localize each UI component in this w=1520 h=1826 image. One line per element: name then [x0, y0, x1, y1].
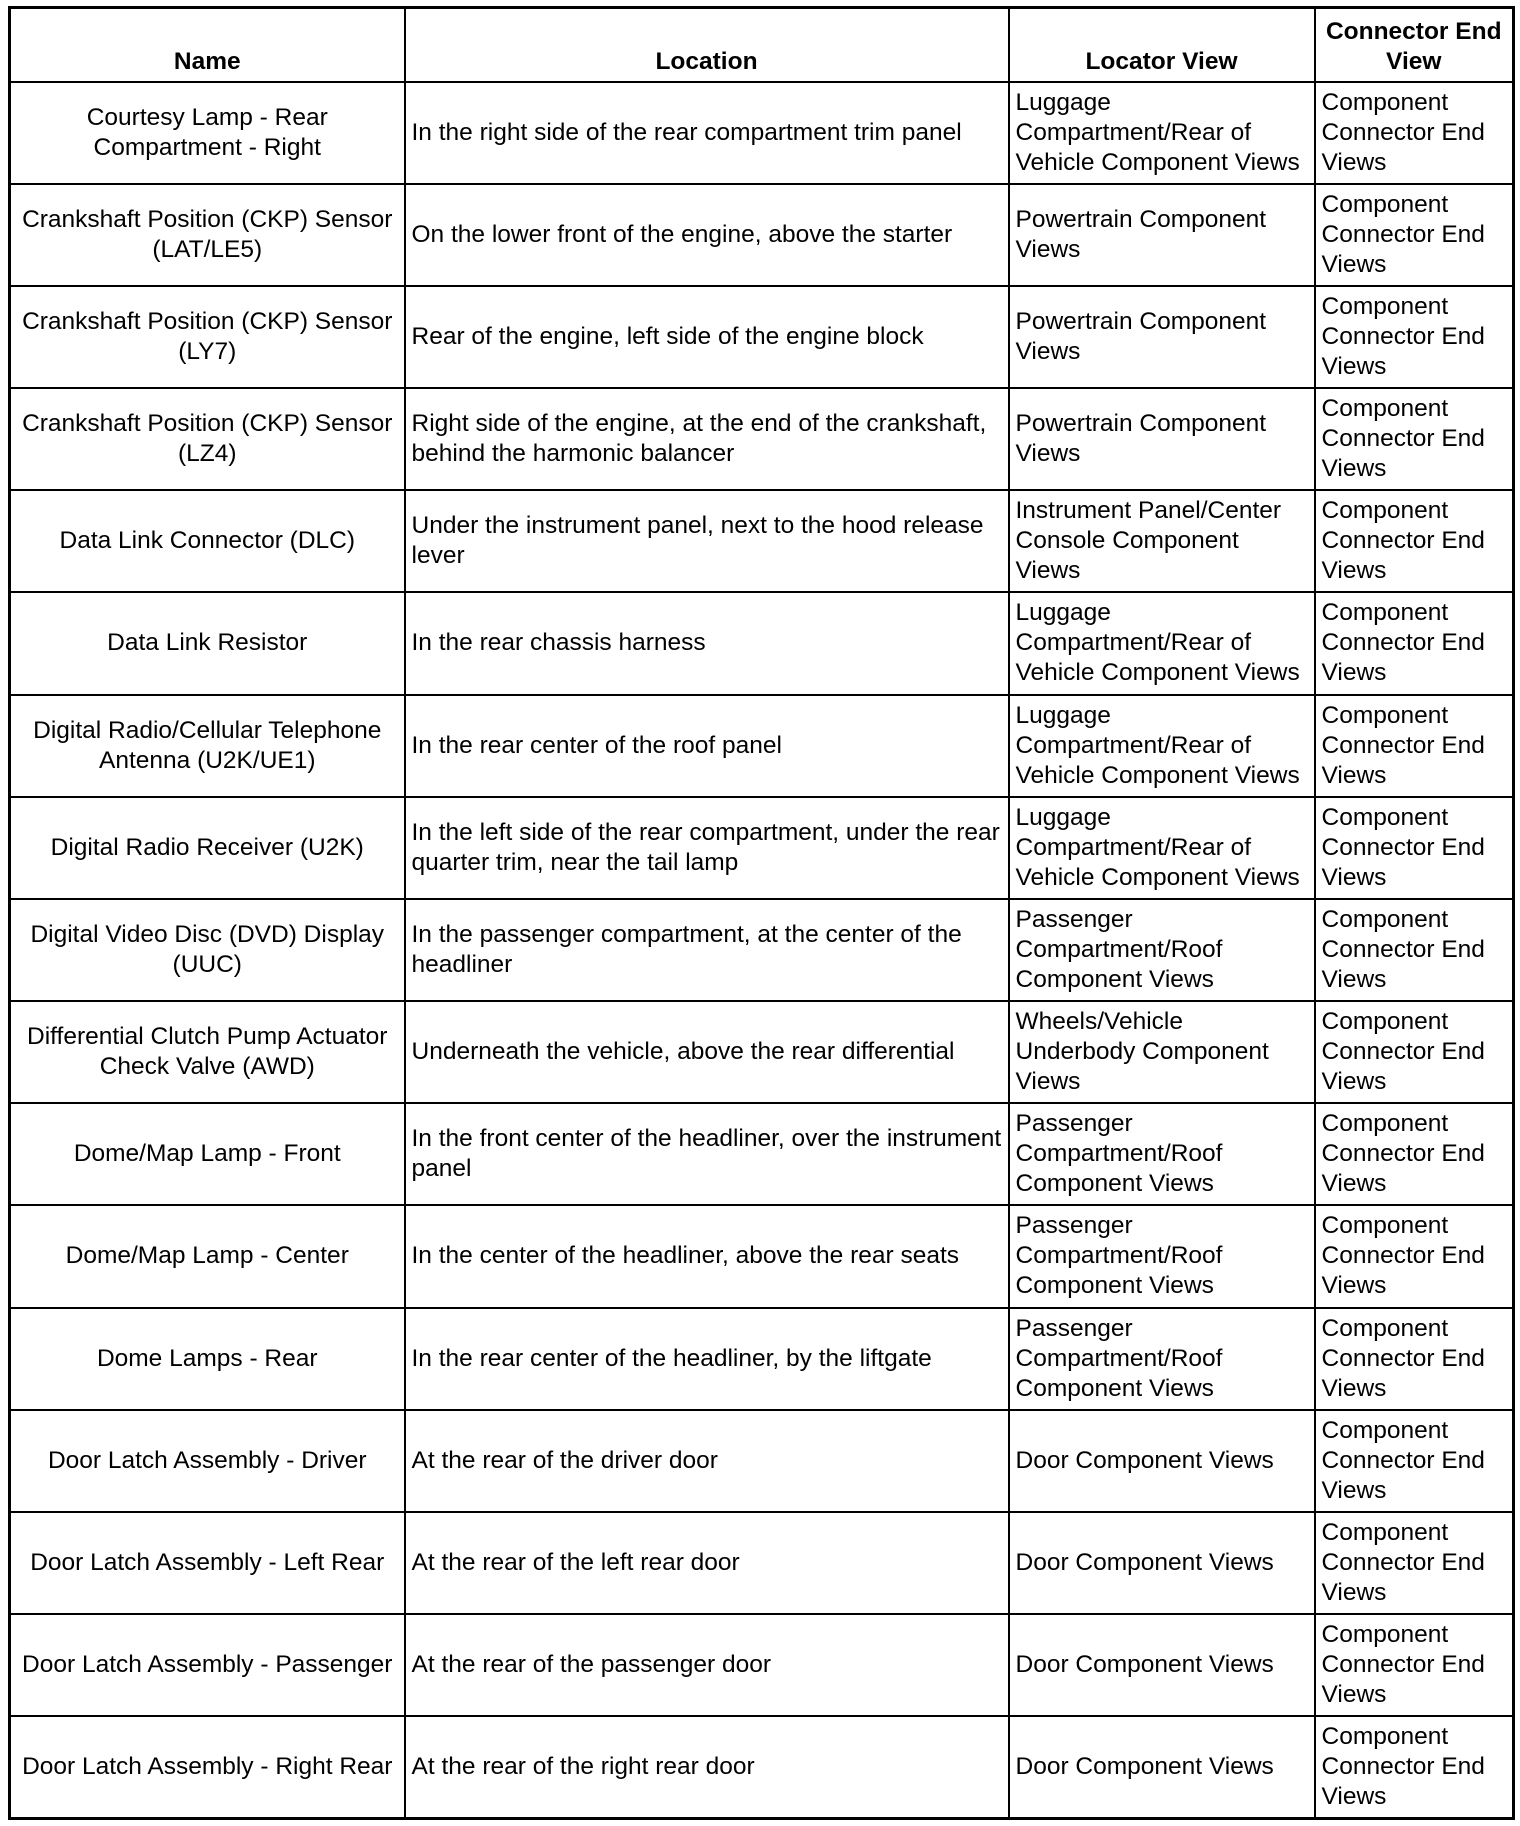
cell-connector-end-view: Component Connector End Views — [1315, 592, 1514, 694]
table-header-row — [10, 8, 1514, 82]
cell-locator-view: Passenger Compartment/Roof Component Views — [1009, 1308, 1315, 1410]
table-row — [10, 1205, 1514, 1307]
cell-locator-view: Door Component Views — [1009, 1716, 1315, 1818]
table-row — [10, 1001, 1514, 1103]
cell-name: Digital Video Disc (DVD) Display (UUC) — [10, 899, 405, 1001]
cell-name: Crankshaft Position (CKP) Sensor (LZ4) — [10, 388, 405, 490]
cell-location: In the rear center of the headliner, by the liftgate — [405, 1308, 1009, 1410]
table-row — [10, 1308, 1514, 1410]
cell-connector-end-view: Component Connector End Views — [1315, 490, 1514, 592]
cell-connector-end-view: Component Connector End Views — [1315, 797, 1514, 899]
cell-name: Dome Lamps - Rear — [10, 1308, 405, 1410]
cell-name: Digital Radio Receiver (U2K) — [10, 797, 405, 899]
cell-location: At the rear of the right rear door — [405, 1716, 1009, 1818]
cell-connector-end-view: Component Connector End Views — [1315, 695, 1514, 797]
cell-connector-end-view: Component Connector End Views — [1315, 184, 1514, 286]
cell-locator-view: Luggage Compartment/Rear of Vehicle Component Views — [1009, 592, 1315, 694]
table-row — [10, 695, 1514, 797]
cell-connector-end-view: Component Connector End Views — [1315, 1410, 1514, 1512]
cell-locator-view: Passenger Compartment/Roof Component Views — [1009, 1103, 1315, 1205]
cell-location: Under the instrument panel, next to the hood release lever — [405, 490, 1009, 592]
cell-location: At the rear of the passenger door — [405, 1614, 1009, 1716]
table-row — [10, 490, 1514, 592]
header-location: Location — [405, 8, 1009, 82]
cell-name: Crankshaft Position (CKP) Sensor (LAT/LE5) — [10, 184, 405, 286]
cell-location: In the passenger compartment, at the center of the headliner — [405, 899, 1009, 1001]
cell-location: In the rear chassis harness — [405, 592, 1009, 694]
cell-connector-end-view: Component Connector End Views — [1315, 82, 1514, 184]
cell-locator-view: Door Component Views — [1009, 1512, 1315, 1614]
cell-locator-view: Door Component Views — [1009, 1410, 1315, 1512]
header-connector-end-view: Connector End View — [1315, 8, 1514, 82]
cell-name: Crankshaft Position (CKP) Sensor (LY7) — [10, 286, 405, 388]
cell-connector-end-view: Component Connector End Views — [1315, 1205, 1514, 1307]
cell-name: Courtesy Lamp - Rear Compartment - Right — [10, 82, 405, 184]
table-row — [10, 1512, 1514, 1614]
table-row — [10, 286, 1514, 388]
cell-location: Underneath the vehicle, above the rear differential — [405, 1001, 1009, 1103]
cell-locator-view: Instrument Panel/Center Console Component Views — [1009, 490, 1315, 592]
cell-name: Dome/Map Lamp - Front — [10, 1103, 405, 1205]
cell-location: At the rear of the driver door — [405, 1410, 1009, 1512]
cell-locator-view: Passenger Compartment/Roof Component Views — [1009, 1205, 1315, 1307]
table-row — [10, 1103, 1514, 1205]
cell-locator-view: Wheels/Vehicle Underbody Component Views — [1009, 1001, 1315, 1103]
cell-location: In the rear center of the roof panel — [405, 695, 1009, 797]
cell-connector-end-view: Component Connector End Views — [1315, 1103, 1514, 1205]
cell-location: In the front center of the headliner, over the instrument panel — [405, 1103, 1009, 1205]
cell-locator-view: Door Component Views — [1009, 1614, 1315, 1716]
cell-connector-end-view: Component Connector End Views — [1315, 1614, 1514, 1716]
cell-locator-view: Luggage Compartment/Rear of Vehicle Component Views — [1009, 695, 1315, 797]
table-row — [10, 1716, 1514, 1818]
header-locator-view: Locator View — [1009, 8, 1315, 82]
cell-locator-view: Luggage Compartment/Rear of Vehicle Component Views — [1009, 797, 1315, 899]
table-row — [10, 82, 1514, 184]
cell-location: At the rear of the left rear door — [405, 1512, 1009, 1614]
cell-connector-end-view: Component Connector End Views — [1315, 1512, 1514, 1614]
cell-location: In the left side of the rear compartment, under the rear quarter trim, near the tail lamp — [405, 797, 1009, 899]
cell-name: Digital Radio/Cellular Telephone Antenna (U2K/UE1) — [10, 695, 405, 797]
table-row — [10, 1410, 1514, 1512]
cell-locator-view: Luggage Compartment/Rear of Vehicle Component Views — [1009, 82, 1315, 184]
cell-connector-end-view: Component Connector End Views — [1315, 286, 1514, 388]
cell-name: Dome/Map Lamp - Center — [10, 1205, 405, 1307]
cell-connector-end-view: Component Connector End Views — [1315, 388, 1514, 490]
header-name: Name — [10, 8, 405, 82]
cell-name: Door Latch Assembly - Passenger — [10, 1614, 405, 1716]
cell-locator-view: Powertrain Component Views — [1009, 184, 1315, 286]
cell-connector-end-view: Component Connector End Views — [1315, 1716, 1514, 1818]
cell-location: Rear of the engine, left side of the engine block — [405, 286, 1009, 388]
table-row — [10, 592, 1514, 694]
cell-locator-view: Powertrain Component Views — [1009, 388, 1315, 490]
table-row — [10, 899, 1514, 1001]
cell-location: On the lower front of the engine, above the starter — [405, 184, 1009, 286]
cell-connector-end-view: Component Connector End Views — [1315, 899, 1514, 1001]
cell-name: Data Link Connector (DLC) — [10, 490, 405, 592]
cell-location: In the center of the headliner, above the rear seats — [405, 1205, 1009, 1307]
cell-connector-end-view: Component Connector End Views — [1315, 1001, 1514, 1103]
table-row — [10, 388, 1514, 490]
cell-location: Right side of the engine, at the end of the crankshaft, behind the harmonic balancer — [405, 388, 1009, 490]
component-locator-table — [8, 6, 1515, 1820]
cell-name: Door Latch Assembly - Left Rear — [10, 1512, 405, 1614]
cell-name: Data Link Resistor — [10, 592, 405, 694]
cell-name: Door Latch Assembly - Right Rear — [10, 1716, 405, 1818]
cell-connector-end-view: Component Connector End Views — [1315, 1308, 1514, 1410]
table-row — [10, 1614, 1514, 1716]
cell-name: Door Latch Assembly - Driver — [10, 1410, 405, 1512]
cell-locator-view: Passenger Compartment/Roof Component Views — [1009, 899, 1315, 1001]
cell-locator-view: Powertrain Component Views — [1009, 286, 1315, 388]
table-row — [10, 797, 1514, 899]
cell-location: In the right side of the rear compartment trim panel — [405, 82, 1009, 184]
table-row — [10, 184, 1514, 286]
cell-name: Differential Clutch Pump Actuator Check Valve (AWD) — [10, 1001, 405, 1103]
